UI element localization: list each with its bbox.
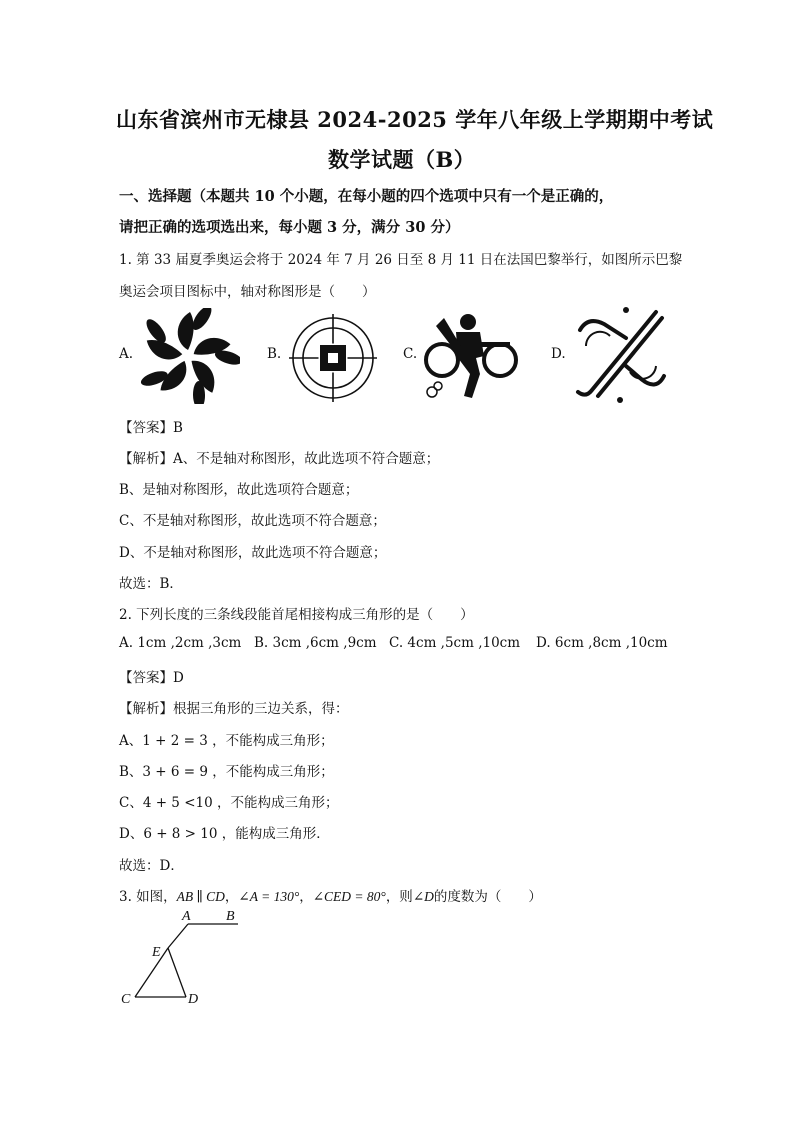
q1-analysis-line2: B、是轴对称图形，故此选项符合题意；: [119, 482, 359, 498]
q2-analysis-line4: C、4 + 5 <10 ，不能构成三角形；: [119, 795, 339, 811]
hockey-sticks-icon: [570, 306, 674, 404]
section-header-line2: 请把正确的选项选出来，每小题 3 分，满分 30 分）: [119, 219, 460, 236]
q3-sep2: ，: [299, 889, 313, 905]
q2-analysis-line5: D、6 + 8 > 10 ，能构成三角形．: [119, 826, 330, 842]
q3-sep3: ，则: [385, 889, 413, 905]
q1-analysis-line5: 故选：B．: [119, 576, 183, 592]
q2-option-b: B. 3cm ,6cm ,9cm: [254, 635, 377, 651]
q2-option-d: D. 6cm ,8cm ,10cm: [536, 635, 668, 651]
q3-label-d: D: [188, 992, 199, 1007]
q1-analysis-line3: C、不是轴对称图形，故此选项不符合题意；: [119, 513, 386, 529]
q3-geometry-figure: [112, 904, 252, 1014]
q2-analysis-line1: 【解析】根据三角形的三边关系，得：: [119, 701, 349, 717]
q3-math-angle-d: ∠D: [412, 889, 434, 904]
q1-option-c-label: C.: [403, 346, 418, 362]
q3-sep1: ，: [224, 889, 239, 905]
q3-math-angle-ced: ∠CED = 80°: [312, 889, 386, 904]
q2-option-a: A. 1cm ,2cm ,3cm: [119, 635, 242, 651]
cyclist-icon: [418, 312, 522, 404]
q3-label-b: B: [226, 909, 235, 924]
q3-stem-suffix: 的度数为（ ）: [433, 889, 542, 905]
q3-math-angle-a: ∠A = 130°: [238, 889, 300, 904]
pinwheel-icon: [136, 308, 240, 404]
q2-stem: 2. 下列长度的三条线段能首尾相接构成三角形的是（ ）: [119, 607, 474, 623]
q2-option-c: C. 4cm ,5cm ,10cm: [389, 635, 521, 651]
q1-analysis-line4: D、不是轴对称图形，故此选项不符合题意；: [119, 545, 387, 561]
q1-option-d-label: D.: [551, 346, 566, 362]
q2-answer: 【答案】D: [119, 670, 184, 686]
q3-stem-prefix: 3. 如图，: [119, 889, 177, 905]
q3-stem: [119, 885, 542, 905]
q3-label-c: C: [121, 992, 131, 1007]
q1-option-a-label: A.: [119, 346, 134, 362]
q3-label-a: A: [182, 909, 191, 924]
section-header-line1: 一、选择题（本题共 10 个小题，在每小题的四个选项中只有一个是正确的，: [119, 188, 614, 205]
q2-analysis-line2: A、1 + 2 = 3 ，不能构成三角形；: [119, 733, 334, 749]
q3-label-e: E: [152, 945, 161, 960]
q3-math-parallel: AB ∥ CD: [176, 889, 225, 904]
q1-option-b-label: B.: [267, 346, 282, 362]
q1-analysis-line1: 【解析】A、不是轴对称图形，故此选项不符合题意；: [119, 451, 440, 467]
paper-title: 山东省滨州市无棣县 2024-2025 学年八年级上学期期中考试: [116, 107, 714, 132]
paper-subtitle: 数学试题（B）: [328, 147, 476, 172]
q1-answer: 【答案】B: [119, 420, 183, 436]
q1-stem-line2: 奥运会项目图标中，轴对称图形是（ ）: [119, 284, 376, 300]
q2-analysis-line6: 故选：D．: [119, 858, 184, 874]
q2-analysis-line3: B、3 + 6 = 9 ，不能构成三角形；: [119, 764, 334, 780]
q1-stem-line1: 1. 第 33 届夏季奥运会将于 2024 年 7 月 26 日至 8 月 11 日在法国巴黎举行，如图所示巴黎: [119, 252, 683, 268]
shooting-target-icon: [287, 312, 379, 404]
